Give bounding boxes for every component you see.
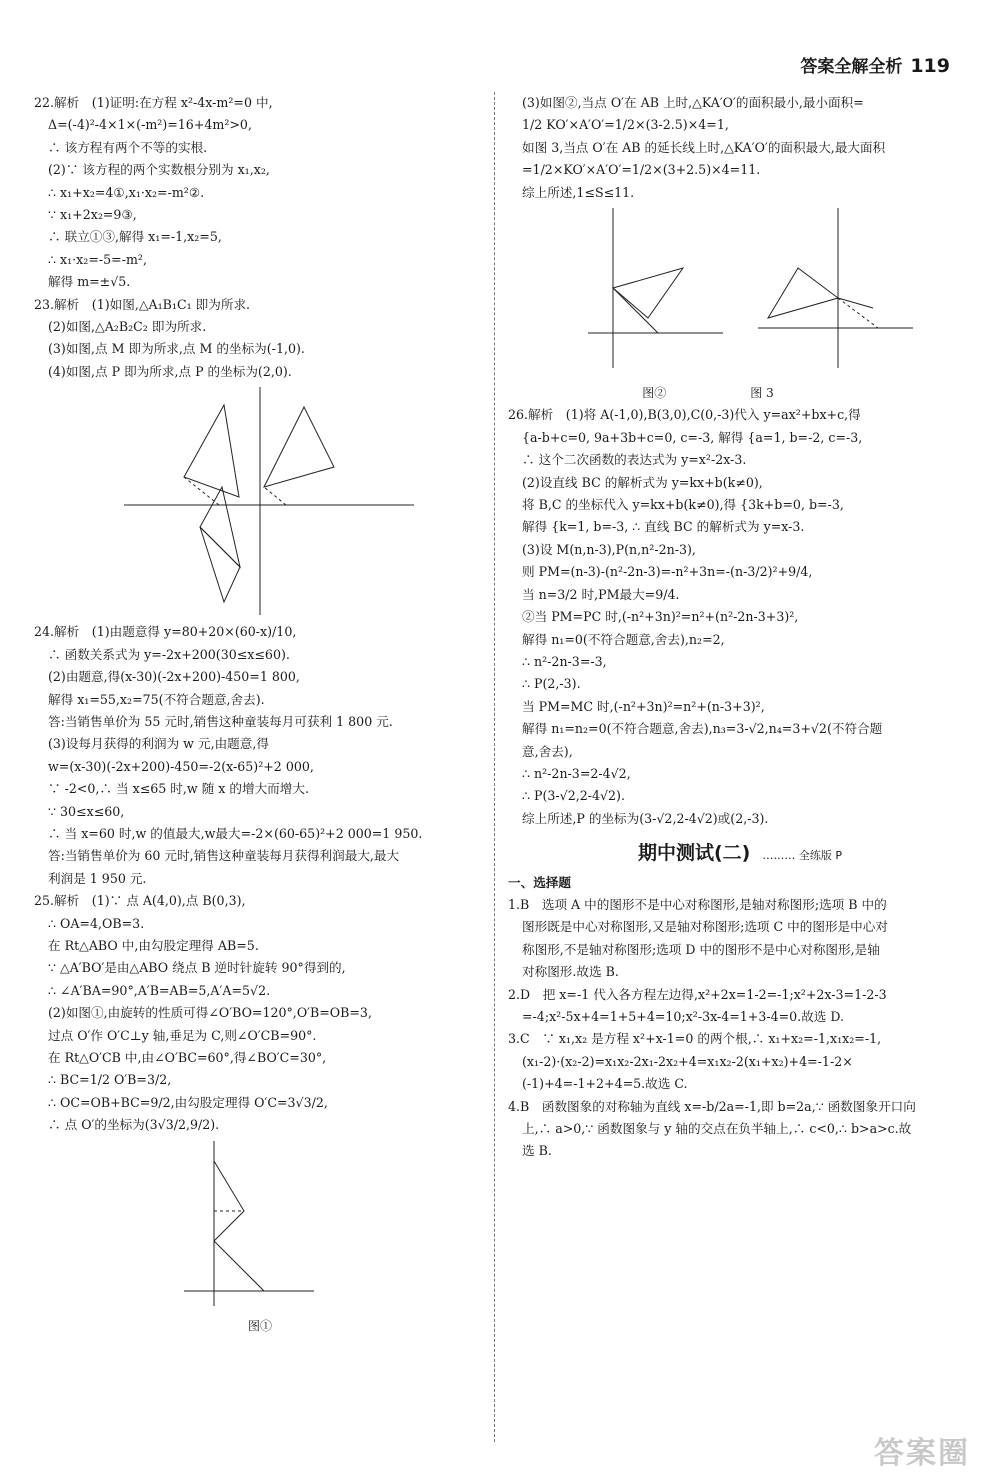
text-line: (2)如图①,由旋转的性质可得∠O′BO=120°,O′B=OB=3,	[48, 1005, 372, 1021]
question-line: 24.解析 (1)由题意得 y=80+20×(60-x)/10,	[34, 624, 297, 640]
text-line: ∴ 该方程有两个不等的实根.	[48, 139, 208, 155]
text-line: ∵ -2<0,∴ 当 x≤65 时,w 随 x 的增大而增大.	[48, 781, 309, 797]
rotation-figure-2	[588, 208, 728, 378]
question-line: 2.D 把 x=-1 代入各方程左边得,x²+2x=1-2=-1;x²+2x-3=1-2-3	[508, 986, 887, 1002]
text-line: ∴ OC=OB+BC=9/2,由勾股定理得 O′C=3√3/2,	[48, 1094, 328, 1110]
question-line: 23.解析 (1)如图,△A₁B₁C₁ 即为所求.	[34, 296, 251, 312]
text-line: (3)如图,点 M 即为所求,点 M 的坐标为(-1,0).	[48, 341, 305, 357]
text-line: ∴ P(3-√2,2-4√2).	[522, 788, 625, 804]
text-line: 在 Rt△ABO 中,由勾股定理得 AB=5.	[48, 937, 259, 953]
rotation-figure-3	[758, 208, 918, 378]
text-line: (x₁-2)·(x₂-2)=x₁x₂-2x₁-2x₂+4=x₁x₂-2(x₁+x₂)+4=-1-2×	[522, 1053, 853, 1069]
figure-caption: 图①	[247, 1318, 272, 1333]
text-line: 意,舍去),	[522, 743, 573, 759]
text-line: 当 n=3/2 时,PM最大=9/4.	[522, 586, 680, 602]
question-line: 4.B 函数图象的对称轴为直线 x=-b/2a=-1,即 b=2a,∵ 函数图象开口向	[508, 1098, 916, 1114]
text-line: =-4;x²-5x+4=1+5+4=10;x²-3x-4=1+3-4=0.故选 D.	[522, 1009, 845, 1024]
text-line: w=(x-30)(-2x+200)-450=-2(x-65)²+2 000,	[48, 758, 314, 774]
text-line: 选 B.	[522, 1143, 552, 1159]
text-line: =1/2×KO′×A′O′=1/2×(3+2.5)×4=11.	[522, 162, 761, 178]
text-line: 将 B,C 的坐标代入 y=kx+b(k≠0),得 {3k+b=0, b=-3,	[522, 497, 844, 513]
text-line: (4)如图,点 P 即为所求,点 P 的坐标为(2,0).	[48, 363, 292, 379]
text-line: (3)设 M(n,n-3),P(n,n²-2n-3),	[522, 541, 696, 557]
text-line: ∴ BC=1/2 O′B=3/2,	[48, 1072, 172, 1088]
text-line: 解得 x₁=55,x₂=75(不符合题意,舍去).	[48, 691, 265, 707]
watermark-logo: 答案圈	[874, 1436, 970, 1471]
text-line: 答:当销售单价为 55 元时,销售这种童装每月可获利 1 800 元.	[48, 713, 393, 729]
text-line: ∴ ∠A′BA=90°,A′B=AB=5,A′A=5√2.	[48, 982, 271, 998]
text-line: 答:当销售单价为 60 元时,销售这种童装每月获得利润最大,最大	[48, 848, 400, 864]
section-subtitle: ……… 全练版 P	[762, 849, 843, 863]
question-line: 1.B 选项 A 中的图形不是中心对称图形,是轴对称图形;选项 B 中的	[508, 896, 887, 912]
figure-caption: 图② 图 3	[642, 386, 774, 401]
text-line: ∴ 这个二次函数的表达式为 y=x²-2x-3.	[522, 452, 747, 468]
text-line: ∵ 30≤x≤60,	[48, 803, 125, 819]
header-title: 答案全解全析	[800, 57, 903, 77]
text-line: 称图形,不是轴对称图形;选项 D 中的图形不是中心对称图形,是轴	[522, 941, 880, 957]
text-line: ∴ n²-2n-3=-3,	[522, 653, 607, 669]
text-line: (2)设直线 BC 的解析式为 y=kx+b(k≠0),	[522, 474, 763, 490]
text-line: ∴ x₁+x₂=4①,x₁·x₂=-m²②.	[48, 184, 205, 200]
text-line: ∴ OA=4,OB=3.	[48, 915, 145, 931]
text-line: ∴ n²-2n-3=2-4√2,	[522, 765, 631, 781]
text-line: 对称图形.故选 B.	[522, 964, 619, 980]
text-line: 当 PM=MC 时,(-n²+3n)²=n²+(n-3+3)²,	[522, 698, 765, 714]
text-line: 综上所述,1≤S≤11.	[522, 184, 635, 200]
text-line: ∴ P(2,-3).	[522, 676, 581, 692]
text-line: {a-b+c=0, 9a+3b+c=0, c=-3, 解得 {a=1, b=-2, c=-3,	[522, 429, 863, 445]
text-line: (2)如图,△A₂B₂C₂ 即为所求.	[48, 319, 207, 335]
text-line: 解得 n₁=n₂=0(不符合题意,舍去),n₃=3-√2,n₄=3+√2(不符合题	[522, 721, 883, 737]
text-line: (2)∵ 该方程的两个实数根分别为 x₁,x₂,	[48, 162, 270, 178]
text-line: 则 PM=(n-3)-(n²-2n-3)=-n²+3n=-(n-3/2)²+9/4,	[522, 564, 813, 580]
rotation-figure-1	[184, 1141, 324, 1311]
section-title-text: 期中测试(二)	[638, 842, 751, 865]
text-line: (3)如图②,当点 O′在 AB 上时,△KA′O′的面积最小,最小面积=	[522, 95, 864, 110]
text-line: ∴ 函数关系式为 y=-2x+200(30≤x≤60).	[48, 646, 290, 662]
left-column	[34, 92, 486, 1337]
text-line: (3)设每月获得的利润为 w 元,由题意,得	[48, 736, 269, 752]
text-line: 解得 m=±√5.	[48, 274, 131, 290]
text-line: ∴ x₁·x₂=-5=-m²,	[48, 251, 147, 267]
text-line: 1/2 KO′×A′O′=1/2×(3-2.5)×4=1,	[522, 117, 729, 133]
text-line: ∵ x₁+2x₂=9③,	[48, 207, 137, 223]
text-line: 如图 3,当点 O′在 AB 的延长线上时,△KA′O′的面积最大,最大面积	[522, 139, 886, 155]
question-line: 25.解析 (1)∵ 点 A(4,0),点 B(0,3),	[34, 893, 246, 909]
page-number: 119	[910, 55, 950, 77]
text-line: 图形既是中心对称图形,又是轴对称图形;选项 C 中的图形是中心对	[522, 919, 888, 935]
section-title	[508, 842, 968, 867]
text-line: 综上所述,P 的坐标为(3-√2,2-4√2)或(2,-3).	[522, 810, 769, 826]
text-line: 在 Rt△O′CB 中,由∠O′BC=60°,得∠BO′C=30°,	[48, 1050, 327, 1065]
text-line: (-1)+4=-1+2+4=5.故选 C.	[522, 1076, 688, 1092]
text-line: 解得 n₁=0(不符合题意,舍去),n₂=2,	[522, 631, 725, 647]
text-line: ∴ 当 x=60 时,w 的值最大,w最大=-2×(60-65)²+2 000=1 950.	[48, 825, 423, 841]
text-line: ∵ △A′BO′是由△ABO 绕点 B 逆时针旋转 90°得到的,	[48, 960, 346, 976]
text-line: 解得 {k=1, b=-3, ∴ 直线 BC 的解析式为 y=x-3.	[522, 519, 805, 535]
page-header	[800, 52, 950, 77]
text-line: 上,∴ a>0,∵ 函数图象与 y 轴的交点在负半轴上,∴ c<0,∴ b>a>c.故	[522, 1121, 912, 1137]
right-column	[508, 92, 968, 1163]
text-line: ∴ 联立①③,解得 x₁=-1,x₂=5,	[48, 229, 222, 245]
text-line: (2)由题意,得(x-30)(-2x+200)-450=1 800,	[48, 669, 300, 685]
rotation-figures-2-3	[588, 208, 968, 378]
question-line: 26.解析 (1)将 A(-1,0),B(3,0),C(0,-3)代入 y=ax²+bx+c,得	[508, 407, 861, 423]
question-line: 22.解析 (1)证明:在方程 x²-4x-m²=0 中,	[34, 95, 273, 110]
text-line: Δ=(-4)²-4×1×(-m²)=16+4m²>0,	[48, 117, 252, 133]
section-heading: 一、选择题	[508, 874, 571, 890]
text-line: 过点 O′作 O′C⊥y 轴,垂足为 C,则∠O′CB=90°.	[48, 1027, 317, 1043]
text-line: ②当 PM=PC 时,(-n²+3n)²=n²+(n²-2n-3+3)²,	[522, 609, 799, 625]
question-line: 3.C ∵ x₁,x₂ 是方程 x²+x-1=0 的两个根,∴ x₁+x₂=-1,x₁x₂=-1,	[508, 1031, 882, 1047]
text-line: 利润是 1 950 元.	[48, 870, 147, 886]
column-divider	[494, 92, 495, 1442]
text-line: ∴ 点 O′的坐标为(3√3/2,9/2).	[48, 1117, 220, 1133]
coordinate-figure-q23	[124, 387, 424, 617]
